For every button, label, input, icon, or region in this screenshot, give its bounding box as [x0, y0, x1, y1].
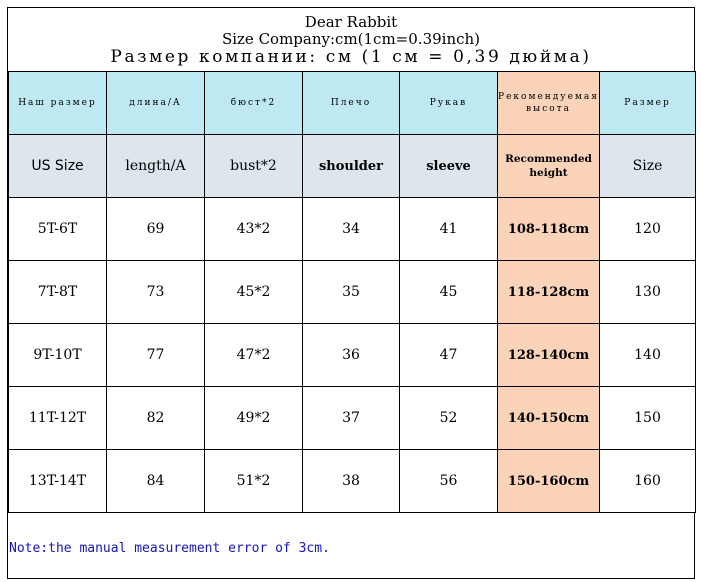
- table-header-russian: [9, 72, 696, 135]
- table-cell: 36: [303, 324, 400, 387]
- table-cell: 47*2: [205, 324, 303, 387]
- table-cell: 41: [400, 198, 498, 261]
- table-row: [9, 450, 696, 513]
- header-cell-en: length/A: [107, 135, 205, 198]
- table-cell: 56: [400, 450, 498, 513]
- table-header-english: [9, 135, 696, 198]
- header-cell-en: shoulder: [303, 135, 400, 198]
- table-cell: 38: [303, 450, 400, 513]
- header-cell-ru: длина/А: [107, 72, 205, 135]
- header-cell-ru: Наш размер: [9, 72, 107, 135]
- table-row: [9, 324, 696, 387]
- table-cell: 37: [303, 387, 400, 450]
- table-cell: 82: [107, 387, 205, 450]
- table-cell-recommended: 108-118cm: [498, 198, 600, 261]
- size-chart-header: [8, 8, 694, 72]
- table-cell: 13T-14T: [9, 450, 107, 513]
- header-cell-ru: Плечо: [303, 72, 400, 135]
- table-cell-recommended: 140-150cm: [498, 387, 600, 450]
- header-cell-en: bust*2: [205, 135, 303, 198]
- header-cell-en: sleeve: [400, 135, 498, 198]
- table-cell-recommended: 128-140cm: [498, 324, 600, 387]
- table-cell: 52: [400, 387, 498, 450]
- table-cell: 120: [600, 198, 696, 261]
- table-cell-recommended: 150-160cm: [498, 450, 600, 513]
- table-cell: 9T-10T: [9, 324, 107, 387]
- brand-title: Dear Rabbit: [304, 13, 398, 31]
- table-cell: 84: [107, 450, 205, 513]
- table-cell: 49*2: [205, 387, 303, 450]
- header-cell-ru: бюст*2: [205, 72, 303, 135]
- table-cell: 5T-6T: [9, 198, 107, 261]
- table-cell: 69: [107, 198, 205, 261]
- table-cell: 45: [400, 261, 498, 324]
- table-row: [9, 387, 696, 450]
- table-row: [9, 261, 696, 324]
- table-cell: 35: [303, 261, 400, 324]
- size-chart-frame: [7, 7, 695, 579]
- table-cell: 7T-8T: [9, 261, 107, 324]
- header-cell-ru: Рукав: [400, 72, 498, 135]
- size-table: [8, 71, 696, 513]
- table-cell: 34: [303, 198, 400, 261]
- table-cell: 130: [600, 261, 696, 324]
- table-cell: 51*2: [205, 450, 303, 513]
- header-cell-ru: Размер: [600, 72, 696, 135]
- table-cell-recommended: 118-128cm: [498, 261, 600, 324]
- header-cell-en-recommended: Recommended height: [498, 135, 600, 198]
- measurement-note-text: Note:the manual measurement error of 3cm.: [9, 541, 330, 556]
- table-cell: 73: [107, 261, 205, 324]
- table-row: [9, 198, 696, 261]
- header-cell-en: Size: [600, 135, 696, 198]
- size-unit-subtitle-russian: Размер компании: см (1 см = 0,39 дюйма): [110, 47, 592, 67]
- table-cell: 45*2: [205, 261, 303, 324]
- table-cell: 140: [600, 324, 696, 387]
- table-cell: 11T-12T: [9, 387, 107, 450]
- header-cell-ru-recommended: Рекомендуемая высота: [498, 72, 600, 135]
- table-cell: 150: [600, 387, 696, 450]
- table-cell: 160: [600, 450, 696, 513]
- table-cell: 77: [107, 324, 205, 387]
- size-unit-subtitle: Size Company:cm(1cm=0.39inch): [221, 30, 481, 48]
- table-cell: 43*2: [205, 198, 303, 261]
- table-cell: 47: [400, 324, 498, 387]
- header-cell-en: US Size: [9, 135, 107, 198]
